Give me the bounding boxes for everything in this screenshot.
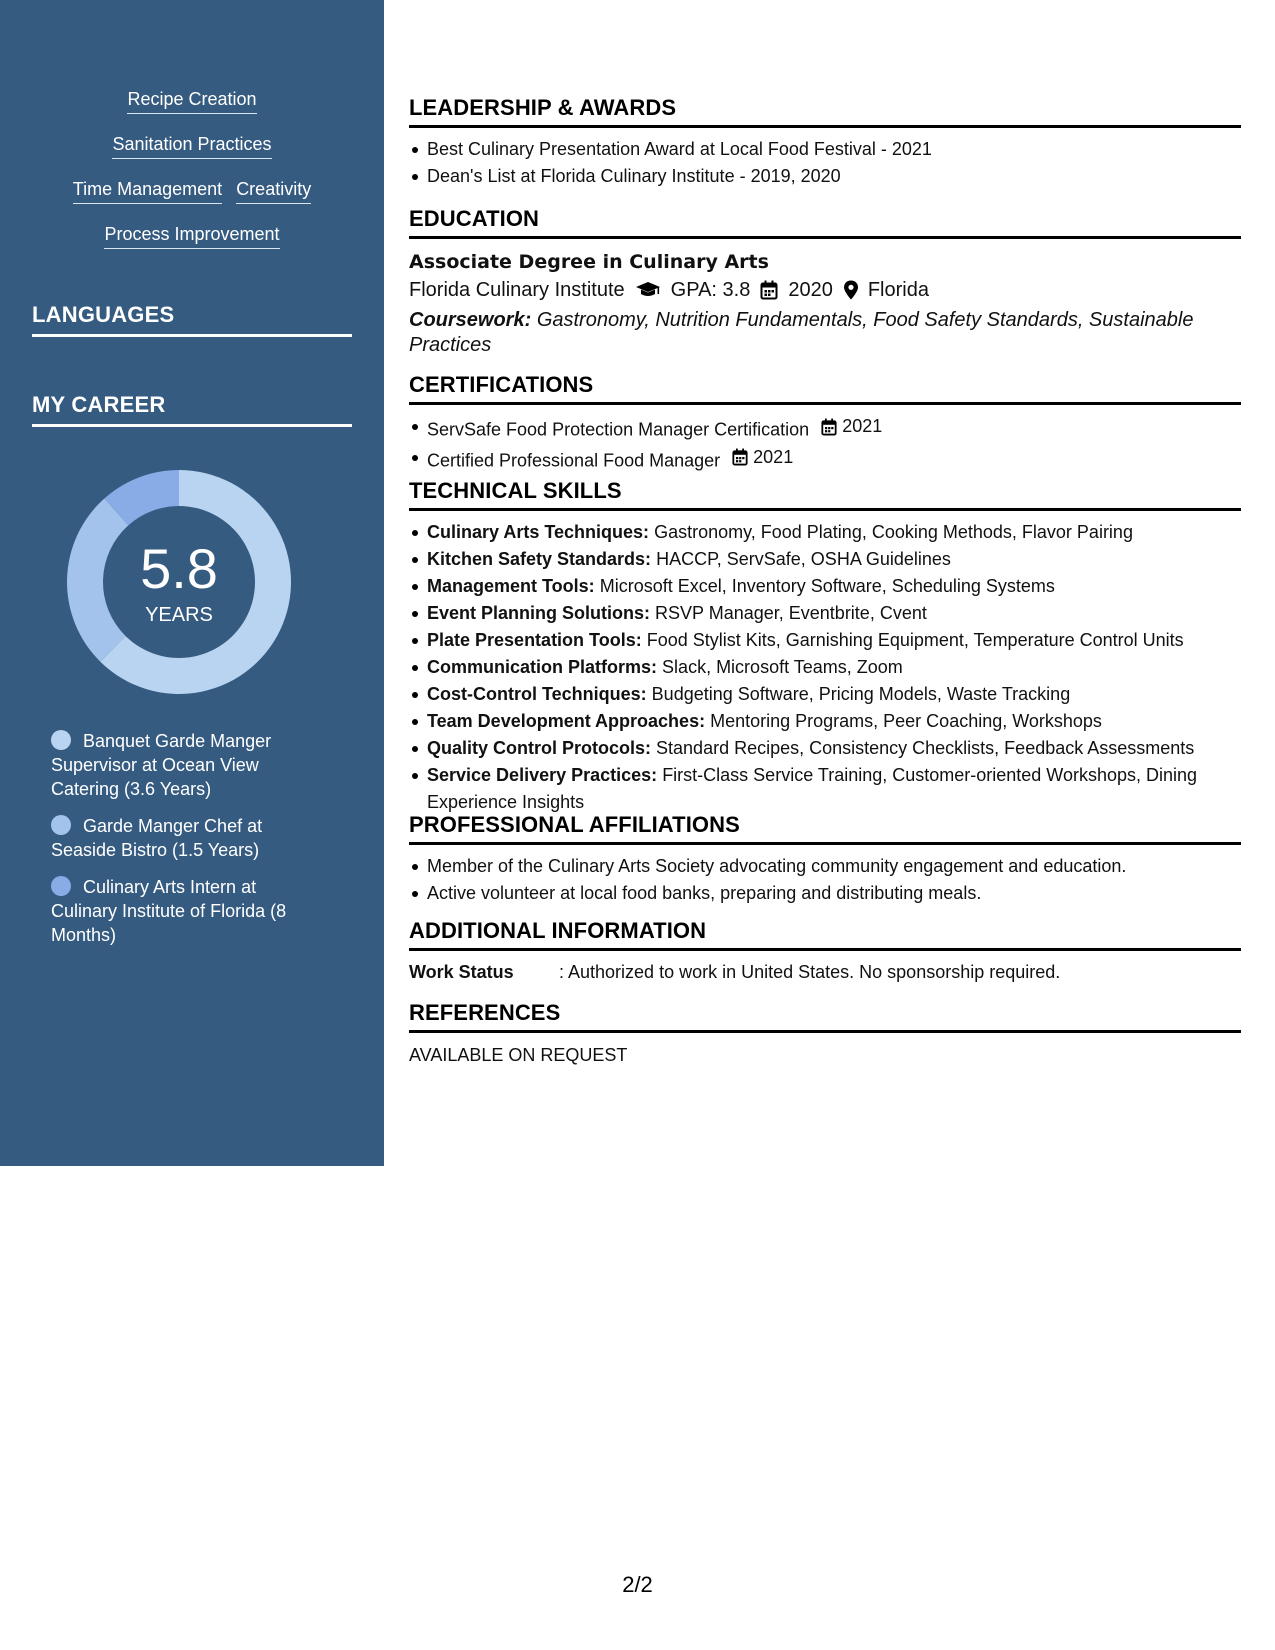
degree-title: Associate Degree in Culinary Arts bbox=[409, 251, 769, 273]
section-title: CERTIFICATIONS bbox=[409, 372, 1241, 405]
list-item: Active volunteer at local food banks, preparing and distributing meals. bbox=[427, 880, 1241, 907]
skill-tag: Sanitation Practices bbox=[112, 133, 271, 159]
calendar-icon bbox=[760, 280, 778, 300]
career-donut-chart bbox=[66, 469, 292, 695]
coursework-text: Gastronomy, Nutrition Fundamentals, Food Safety Standards, Sustainable Practices bbox=[409, 309, 1194, 356]
technical-skill-item bbox=[427, 600, 1241, 627]
technical-skill-item bbox=[427, 681, 1241, 708]
career-total-years: 5.8 bbox=[140, 537, 218, 600]
school-name: Florida Culinary Institute bbox=[409, 279, 625, 301]
skill-category: Management Tools: bbox=[427, 576, 595, 596]
certification-year: 2021 bbox=[753, 446, 794, 467]
list-item: Best Culinary Presentation Award at Local Food Festival - 2021 bbox=[427, 136, 1241, 163]
technical-skill-item bbox=[427, 573, 1241, 600]
career-item-label: Banquet Garde Manger Supervisor at Ocean View Catering (3.6 Years) bbox=[51, 731, 272, 799]
references-text: AVAILABLE ON REQUEST bbox=[409, 1045, 628, 1065]
graduation-cap-icon bbox=[635, 281, 661, 299]
section-title: REFERENCES bbox=[409, 1000, 1241, 1033]
page-number: 2/2 bbox=[622, 1572, 653, 1597]
section-title: TECHNICAL SKILLS bbox=[409, 478, 1241, 511]
sidebar bbox=[0, 0, 384, 1166]
languages-heading: LANGUAGES bbox=[32, 302, 352, 337]
technical-skill-item bbox=[427, 627, 1241, 654]
technical-skill-item bbox=[427, 546, 1241, 573]
certification-year: 2021 bbox=[842, 416, 883, 436]
work-status-value: : Authorized to work in United States. No sponsorship required. bbox=[559, 962, 1061, 982]
skill-category: Plate Presentation Tools: bbox=[427, 630, 642, 650]
technical-skill-item bbox=[427, 762, 1241, 816]
skill-category: Quality Control Protocols: bbox=[427, 738, 652, 758]
skill-category: Event Planning Solutions: bbox=[427, 603, 651, 623]
career-heading: MY CAREER bbox=[32, 392, 352, 427]
skill-values: HACCP, ServSafe, OSHA Guidelines bbox=[656, 549, 951, 569]
references-section bbox=[409, 1000, 1241, 1067]
career-item-label: Culinary Arts Intern at Culinary Institute of Florida (8 Months) bbox=[51, 877, 287, 945]
skill-category: Team Development Approaches: bbox=[427, 711, 706, 731]
skill-values: Mentoring Programs, Peer Coaching, Workshops bbox=[710, 711, 1102, 731]
skill-tag: Creativity bbox=[236, 178, 311, 204]
career-dot-icon bbox=[51, 815, 71, 835]
skill-values: Budgeting Software, Pricing Models, Waste Tracking bbox=[651, 684, 1071, 704]
career-item bbox=[51, 875, 321, 947]
skill-tag: Time Management bbox=[73, 178, 222, 204]
skill-values: First-Class Service Training, Customer-oriented Workshops, Dining Experience Insights bbox=[427, 765, 1198, 812]
certifications-section bbox=[409, 372, 1241, 474]
skill-category: Communication Platforms: bbox=[427, 657, 658, 677]
certification-name: Certified Professional Food Manager bbox=[427, 450, 721, 470]
technical-skill-item bbox=[427, 708, 1241, 735]
section-title: PROFESSIONAL AFFILIATIONS bbox=[409, 812, 1241, 845]
affiliations-section bbox=[409, 812, 1241, 907]
list-item bbox=[427, 444, 1241, 475]
skill-category: Service Delivery Practices: bbox=[427, 765, 658, 785]
skill-category: Culinary Arts Techniques: bbox=[427, 522, 650, 542]
career-item bbox=[51, 729, 321, 801]
technical-skill-item bbox=[427, 519, 1241, 546]
coursework-label: Coursework: bbox=[409, 309, 532, 331]
career-dot-icon bbox=[51, 730, 71, 750]
career-item-label: Garde Manger Chef at Seaside Bistro (1.5 Years) bbox=[51, 816, 263, 860]
calendar-icon bbox=[732, 448, 748, 466]
skill-values: Standard Recipes, Consistency Checklists, Feedback Assessments bbox=[656, 738, 1195, 758]
skill-category: Kitchen Safety Standards: bbox=[427, 549, 652, 569]
technical-skills-section bbox=[409, 478, 1241, 816]
skill-values: Microsoft Excel, Inventory Software, Scheduling Systems bbox=[599, 576, 1055, 596]
skill-values: Slack, Microsoft Teams, Zoom bbox=[662, 657, 903, 677]
skill-tag: Recipe Creation bbox=[127, 88, 256, 114]
skill-tag: Process Improvement bbox=[104, 223, 279, 249]
certification-name: ServSafe Food Protection Manager Certification bbox=[427, 419, 810, 440]
graduation-year: 2020 bbox=[788, 279, 833, 301]
technical-skill-item bbox=[427, 735, 1241, 762]
leadership-section bbox=[409, 95, 1241, 190]
calendar-icon bbox=[821, 418, 837, 436]
education-details bbox=[409, 275, 1241, 305]
skill-category: Cost-Control Techniques: bbox=[427, 684, 647, 704]
work-status-row bbox=[409, 959, 1241, 985]
skill-values: Food Stylist Kits, Garnishing Equipment, Temperature Control Units bbox=[646, 630, 1184, 650]
section-title: ADDITIONAL INFORMATION bbox=[409, 918, 1241, 951]
skill-values: RSVP Manager, Eventbrite, Cvent bbox=[655, 603, 927, 623]
section-title: EDUCATION bbox=[409, 206, 1241, 239]
coursework bbox=[409, 308, 1241, 358]
career-dot-icon bbox=[51, 876, 71, 896]
technical-skill-item bbox=[427, 654, 1241, 681]
location-pin-icon bbox=[843, 280, 859, 300]
work-status-label: Work Status bbox=[409, 962, 514, 982]
gpa: GPA: 3.8 bbox=[670, 279, 751, 301]
location: Florida bbox=[867, 279, 929, 301]
career-list bbox=[51, 729, 321, 960]
education-section bbox=[409, 206, 1241, 358]
list-item bbox=[427, 413, 1241, 444]
additional-info-section bbox=[409, 918, 1241, 985]
career-item bbox=[51, 814, 321, 862]
career-unit-label: YEARS bbox=[145, 604, 213, 626]
skill-values: Gastronomy, Food Plating, Cooking Methods, Flavor Pairing bbox=[654, 522, 1133, 542]
list-item: Member of the Culinary Arts Society advocating community engagement and education. bbox=[427, 853, 1241, 880]
section-title: LEADERSHIP & AWARDS bbox=[409, 95, 1241, 128]
list-item: Dean's List at Florida Culinary Institute - 2019, 2020 bbox=[427, 163, 1241, 190]
